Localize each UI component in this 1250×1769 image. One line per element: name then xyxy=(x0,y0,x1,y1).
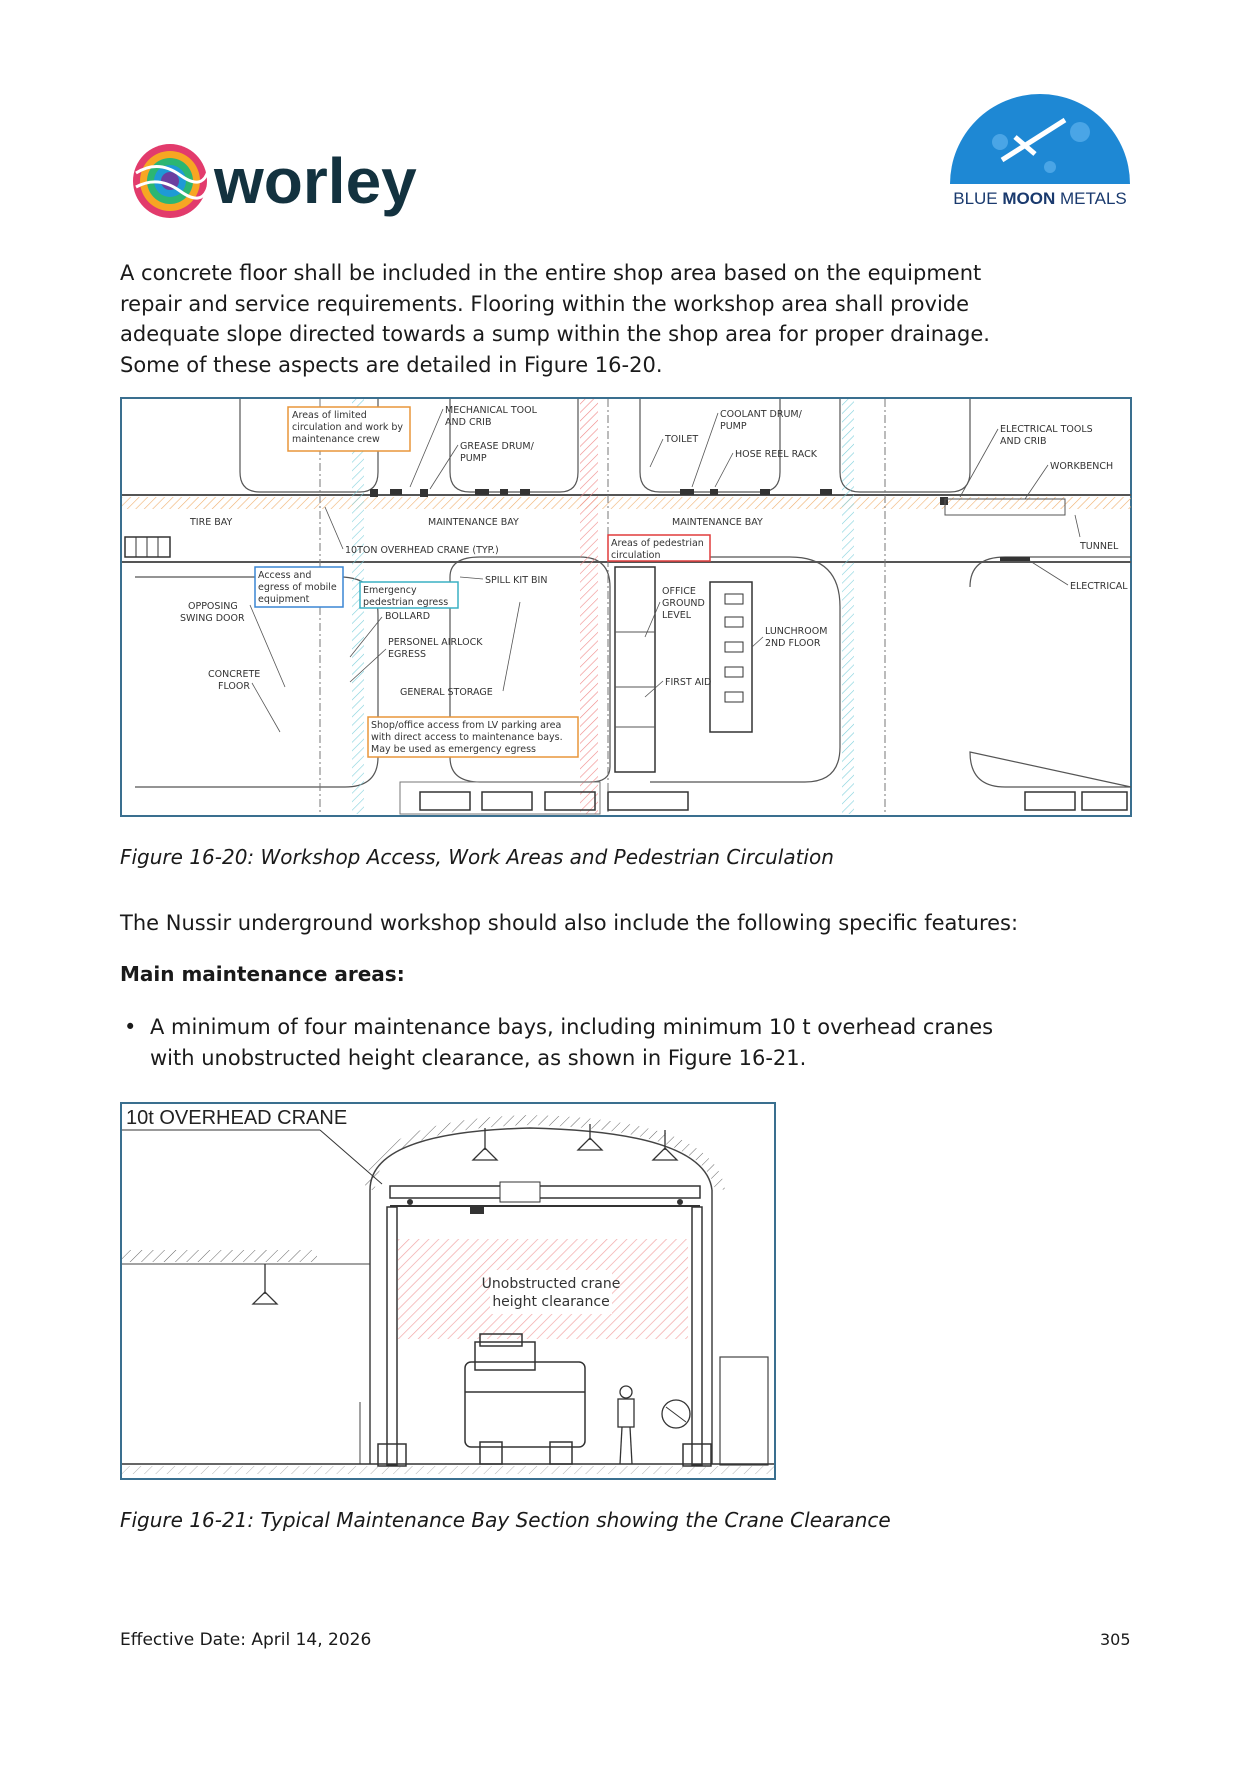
figure1-caption: Figure 16-20: Workshop Access, Work Areas and Pedestrian Circulation xyxy=(120,845,834,869)
footer-effective-date: Effective Date: April 14, 2026 xyxy=(120,1630,372,1650)
figure2-caption: Figure 16-21: Typical Maintenance Bay Section showing the Crane Clearance xyxy=(120,1508,891,1532)
label-concrete-floor: CONCRETE xyxy=(208,669,261,680)
label-general-storage: GENERAL STORAGE xyxy=(400,687,493,698)
label-hose-reel: HOSE REEL RACK xyxy=(735,449,818,460)
label-electrical: ELECTRICAL xyxy=(1070,581,1128,592)
bullet-icon: • xyxy=(124,1015,137,1039)
figure-workshop-plan xyxy=(120,397,1132,817)
label-workbench: WORKBENCH xyxy=(1050,461,1114,472)
bullet-line: A minimum of four maintenance bays, including minimum 10 t overhead cranes xyxy=(150,1015,994,1039)
intro-line: A concrete floor shall be included in the entire shop area based on the equipment xyxy=(120,261,982,285)
label-pedestrian-circulation: Areas of pedestrian xyxy=(611,538,704,549)
svg-text:LEVEL: LEVEL xyxy=(662,610,692,621)
label-office: OFFICE xyxy=(662,586,696,597)
svg-text:pedestrian egress: pedestrian egress xyxy=(363,597,449,608)
svg-text:circulation: circulation xyxy=(611,550,661,561)
blue-moon-logo xyxy=(940,82,1140,212)
svg-text:EGRESS: EGRESS xyxy=(388,649,427,660)
label-emergency-egress: Emergency xyxy=(363,585,417,596)
label-crane: 10TON OVERHEAD CRANE (TYP.) xyxy=(345,545,499,556)
page-number: 305 xyxy=(1100,1630,1131,1649)
label-coolant: COOLANT DRUM/ xyxy=(720,409,802,420)
svg-text:May be used as emergency egres: May be used as emergency egress xyxy=(371,744,536,755)
label-spill-kit: SPILL KIT BIN xyxy=(485,575,548,586)
svg-text:BLUE MOON METALS: BLUE MOON METALS xyxy=(953,189,1127,208)
label-maint-bay-1: MAINTENANCE BAY xyxy=(428,517,519,528)
label-mech-tool: MECHANICAL TOOL xyxy=(445,405,537,416)
label-tunnel: TUNNEL xyxy=(1080,541,1119,552)
moon-icon xyxy=(950,94,1130,184)
label-airlock: PERSONEL AIRLOCK xyxy=(388,637,483,648)
intro-line: Some of these aspects are detailed in Figure 16-20. xyxy=(120,352,663,377)
figure-crane-section xyxy=(120,1102,776,1480)
intro-paragraph xyxy=(120,258,1140,380)
svg-text:egress of mobile: egress of mobile xyxy=(258,582,337,593)
svg-text:PUMP: PUMP xyxy=(720,421,747,432)
svg-text:FLOOR: FLOOR xyxy=(218,681,250,692)
crane-title: 10t OVERHEAD CRANE xyxy=(126,1107,348,1129)
svg-text:with direct access to maintena: with direct access to maintenance bays. xyxy=(371,732,563,743)
intro-line: repair and service requirements. Flooring within the workshop area shall provide xyxy=(120,291,970,316)
svg-text:AND CRIB: AND CRIB xyxy=(445,417,492,428)
label-limited-circulation: Areas of limited xyxy=(292,410,367,421)
intro-line: adequate slope directed towards a sump within the shop area for proper drainage. xyxy=(120,322,990,346)
label-toilet: TOILET xyxy=(665,434,699,445)
label-grease: GREASE DRUM/ xyxy=(460,441,534,452)
svg-text:PUMP: PUMP xyxy=(460,453,487,464)
svg-text:height clearance: height clearance xyxy=(492,1294,610,1310)
section-heading: Main maintenance areas: xyxy=(120,962,405,986)
label-shop-access: Shop/office access from LV parking area xyxy=(371,720,562,731)
label-maint-bay-2: MAINTENANCE BAY xyxy=(672,517,763,528)
label-tire-bay: TIRE BAY xyxy=(190,517,233,528)
svg-text:maintenance crew: maintenance crew xyxy=(292,434,380,445)
worley-logo xyxy=(128,135,458,225)
worley-swirl-icon xyxy=(133,144,208,218)
svg-text:equipment: equipment xyxy=(258,594,310,605)
svg-text:circulation and work by: circulation and work by xyxy=(292,422,404,433)
svg-text:GROUND: GROUND xyxy=(662,598,705,609)
label-lunchroom: LUNCHROOM xyxy=(765,626,828,637)
intro2-paragraph: The Nussir underground workshop should also include the following specific features: xyxy=(120,911,1019,935)
label-first-aid: FIRST AID xyxy=(665,677,712,688)
bullet-line: with unobstructed height clearance, as shown in Figure 16-21. xyxy=(150,1045,807,1070)
label-elec-tools: ELECTRICAL TOOLS xyxy=(1000,424,1093,435)
clearance-label: Unobstructed crane xyxy=(481,1276,621,1292)
worley-wordmark: worley xyxy=(214,145,417,217)
svg-text:2ND FLOOR: 2ND FLOOR xyxy=(765,638,821,649)
label-access-mobile: Access and xyxy=(258,570,312,581)
bullet-item xyxy=(120,1012,1140,1073)
svg-text:SWING DOOR: SWING DOOR xyxy=(180,613,245,624)
svg-text:AND CRIB: AND CRIB xyxy=(1000,436,1047,447)
label-bollard: BOLLARD xyxy=(385,611,431,622)
label-opposing-door: OPPOSING xyxy=(188,601,238,612)
